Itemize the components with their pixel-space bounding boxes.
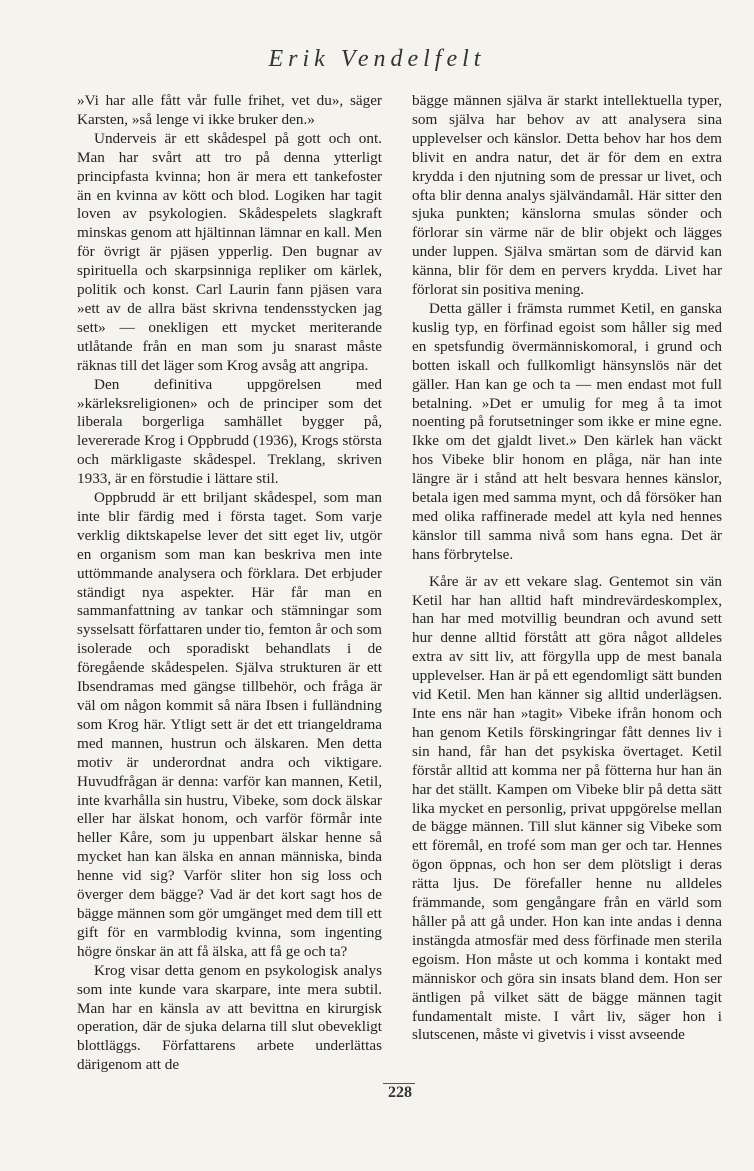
right-column <box>412 92 722 1045</box>
paragraph: bägge männen själva är starkt intellektuella typer, som själva har behov av att analysera sina upplevelser och känslor. Detta behov har hos dem blivit en andra natur, det är för dem en extra krydda i den njutning som de pressar ur livet, och ofta blir denna analys självändamål. Här sitter den sjuka punkten; känslorna smulas sönder och förlorar sin värme när de blir objekt och lägges under luppen. Själva smärtan som de därvid kan känna, blir för dem en pervers krydda. Livet har förlorat sin positiva mening. <box>412 92 722 299</box>
running-title: Erik Vendelfelt <box>268 46 486 72</box>
paragraph: Underveis är ett skådespel på gott och ont. Man har svårt att tro på denna ytterligt principfasta kvinna; hon är mera ett tankefoster än en kvinna av kött och blod. Logiken har tagit loven av psykologien. Skådespelets slagkraft minskas genom att hjältinnan lämnar en kall. Men för övrigt är pjäsen ypperlig. Den bugnar av spirituella och skarpsinniga repliker om kärlek, politik och konst. Carl Laurin fann pjäsen vara »ett av de allra bäst skrivna tendensstycken jag sett» — onekligen ett mycket meriterande utlåtande från en man som ju snarast måste räknas till det läger som Krog avsåg att angripa. <box>77 129 382 374</box>
paragraph: Kåre är av ett vekare slag. Gentemot sin vän Ketil har han alltid haft mindrevärdeskomplex, han har med motvillig beundran och avund sett hur denne alltid förstått att göra något alldeles extra av sitt liv, att förgylla upp de mest banala upplevelser. Han är på ett egendomligt sätt bunden vid Ketil. Men han känner sig alltid underlägsen. Inte ens när han »tagit» Vibeke ifrån honom och han genom Ketils förskingringar fått dennes liv i sin hand, får han det psykiska övertaget. Ketil förstår alltid att komma ner på fötterna hur han än har det ställt. Kampen om Vibeke blir på detta sätt lika mycket en personlig, privat uppgörelse mellan de bägge männen. Till slut känner sig Vibeke som ett föremål, en trofé som man ger och tar. Hennes ögon öppnas, och hon ser dem plötsligt i deras rätta ljus. De förefaller henne nu alldeles främmande, som gengångare från en värld som håller på att gå under. Hon kan inte andas i denna instängda atmosfär med dess förfinade men sterila egoism. Hon måste ut och komma i kontakt med människor och göra sin insats bland dem. Hon ser äntligen på vilket sätt de bägge männen tagit fundamentalt miste. I vårt liv, säger hon i slutscenen, måste vi givetvis i visst avseende <box>412 572 722 1044</box>
page-number: 228 <box>388 1084 412 1101</box>
left-column <box>77 92 382 1075</box>
paragraph: Krog visar detta genom en psykologisk analys som inte kunde vara skarpare, inte mera subtil. Man har en känsla av att bevittna en kirurgisk operation, där de sjuka delarna till slut obevekligt blottläggs. Författarens arbete underlättas därigenom att de <box>77 961 382 1074</box>
paragraph: Den definitiva uppgörelsen med »kärleksreligionen» och de principer som det liberala borgerliga samhället bygger på, levererade Krog i Oppbrudd (1936), Krogs största och märkligaste skådespel. Treklang, skriven 1933, är en förstudie i lättare stil. <box>77 375 382 488</box>
paragraph: Oppbrudd är ett briljant skådespel, som man inte blir färdig med i första taget. Som varje verklig diktskapelse lever det sitt eget liv, utgör en organism som man kan beskriva men inte uttömmande analysera och förklara. Det erbjuder ständigt nya aspekter. Här får man en sammanfattning av tankar och stämningar som sysselsatt författaren under tio, femton år och som isolerade och sporadiskt behandlats i de föregående skådespelen. Själva strukturen är ett Ibsendramas med gängse tillbehör, och fråga är väl om någon kommit så nära Ibsen i fulländning som Krog här. Ytligt sett är det ett triangeldrama med mannen, hustrun och älskaren. Men detta motiv är underordnat andra och viktigare. Huvudfrågan är denna: varför kan mannen, Ketil, inte kvarhålla sin hustru, Vibeke, som dock älskar eller har älskat honom, och varför förmår inte heller Kåre, som ju uppenbart älskar henne så mycket han kan älska en annan människa, binda henne vid sig? Varför sliter hon sig loss och överger dem bägge? Vad är det kort sagt hos de bägge männen som gör umgänget med dem till ett gift för en varmblodig kvinna, som ingenting högre önskar än att få älska, att få ge och ta? <box>77 489 382 960</box>
paragraph: »Vi har alle fått vår fulle frihet, vet du», säger Karsten, »så lenge vi ikke bruker den.» <box>77 92 382 128</box>
paragraph: Detta gäller i främsta rummet Ketil, en ganska kuslig typ, en förfinad egoist som håller sig med en spetsfundig övermänniskomoral, i grund och botten iskall och fullkomligt hänsynslös när det gäller. Han kan ge och ta — men endast mot full betalning. »Det er umulig for meg å ta imot noenting på forutsetninger som ikke er mine egne. Ikke om det gjaldt livet.» Den kärlek han väckt hos Vibeke blir honom en plåga, när han inte längre är i stånd att helt besvara hennes känslor, betala igen med samma mynt, och då försöker han med olika raffinerade medel att kyla ned hennes känslor till samma nivå som hans egna. Det är hans förbrytelse. <box>412 299 722 563</box>
